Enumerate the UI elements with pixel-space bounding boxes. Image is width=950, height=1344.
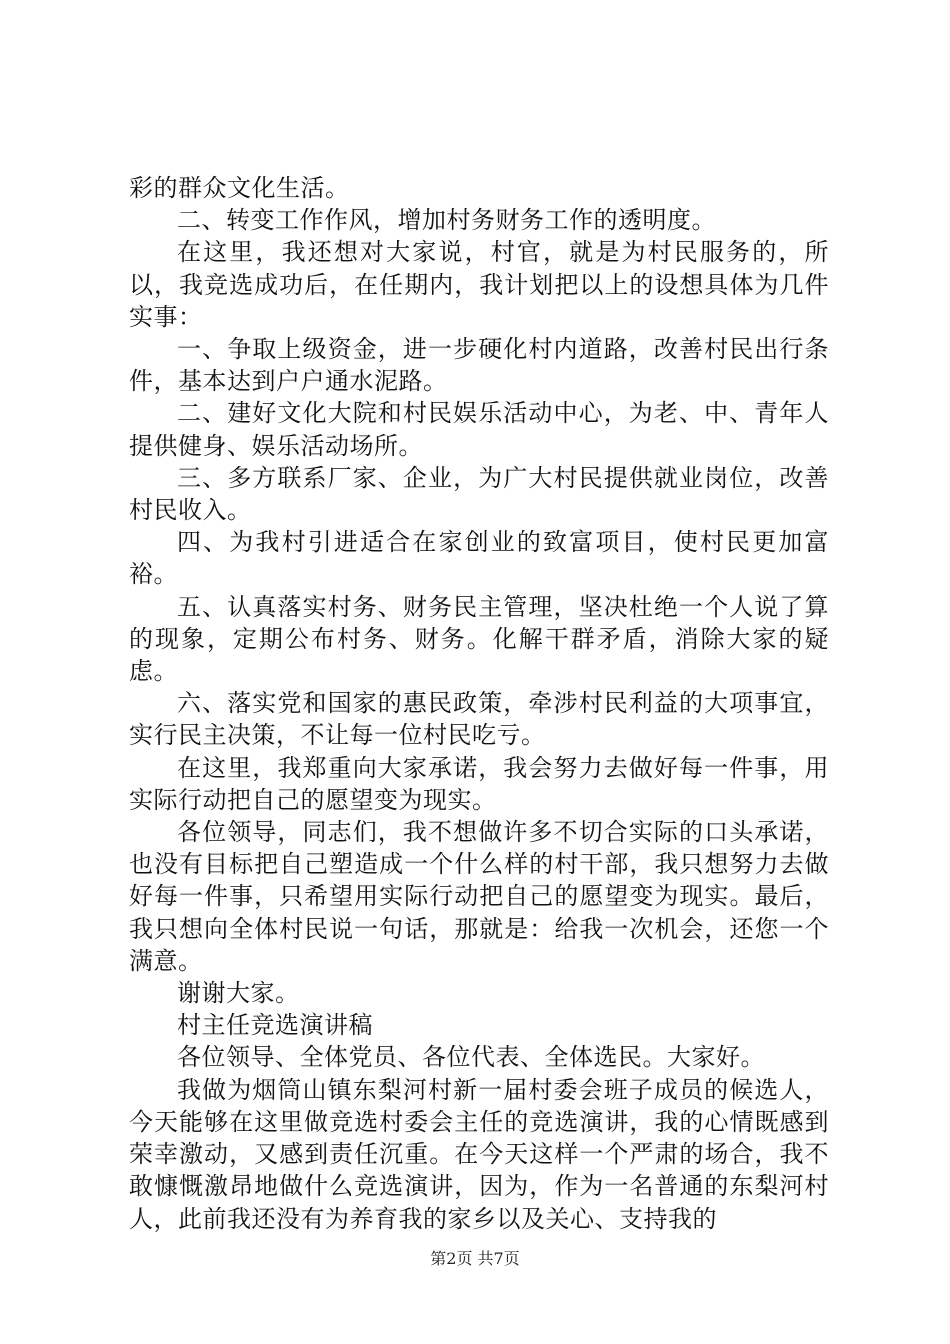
paragraph: 谢谢大家。 xyxy=(177,979,300,1008)
paragraph: 在这里，我郑重向大家承诺，我会努力去做好每一件事，用实际行动把自己的愿望变为现实。 xyxy=(129,753,829,814)
paragraph: 我做为烟筒山镇东梨河村新一届村委会班子成员的候选人，今天能够在这里做竞选村委会主任的竞选演讲，我的心情既感到荣幸激动，又感到责任沉重。在今天这样一个严肃的场合，我不敢慷慨激昂地做什么竞选演讲，因为，作为一名普通的东梨河村人，此前我还没有为养育我的家乡以及关心、支持我的 xyxy=(129,1075,829,1233)
section-title: 村主任竞选演讲稿 xyxy=(177,1011,373,1040)
paragraph: 四、为我村引进适合在家创业的致富项目，使村民更加富裕。 xyxy=(129,528,829,589)
paragraph: 二、转变工作作风，增加村务财务工作的透明度。 xyxy=(177,206,716,235)
paragraph: 一、争取上级资金，进一步硬化村内道路，改善村民出行条件，基本达到户户通水泥路。 xyxy=(129,335,829,396)
document-body xyxy=(129,172,829,1235)
paragraph: 二、建好文化大院和村民娱乐活动中心，为老、中、青年人提供健身、娱乐活动场所。 xyxy=(129,399,829,460)
paragraph: 在这里，我还想对大家说，村官，就是为村民服务的，所以，我竞选成功后，在任期内，我计划把以上的设想具体为几件实事： xyxy=(129,238,829,331)
paragraph: 五、认真落实村务、财务民主管理，坚决杜绝一个人说了算的现象，定期公布村务、财务。化解干群矛盾，消除大家的疑虑。 xyxy=(129,592,829,686)
paragraph: 各位领导、全体党员、各位代表、全体选民。大家好。 xyxy=(177,1043,765,1072)
paragraph: 六、落实党和国家的惠民政策，牵涉村民利益的大项事宜，实行民主决策，不让每一位村民吃亏。 xyxy=(129,689,829,750)
paragraph: 彩的群众文化生活。 xyxy=(129,174,350,202)
paragraph: 三、多方联系厂家、企业，为广大村民提供就业岗位，改善村民收入。 xyxy=(129,463,829,525)
paragraph: 各位领导，同志们，我不想做许多不切合实际的口头承诺，也没有目标把自己塑造成一个什么样的村干部，我只想努力去做好每一件事，只希望用实际行动把自己的愿望变为现实。最后，我只想向全体村民说一句话，那就是：给我一次机会，还您一个满意。 xyxy=(129,818,829,975)
page-number: 第2页 共7页 xyxy=(430,1249,520,1268)
